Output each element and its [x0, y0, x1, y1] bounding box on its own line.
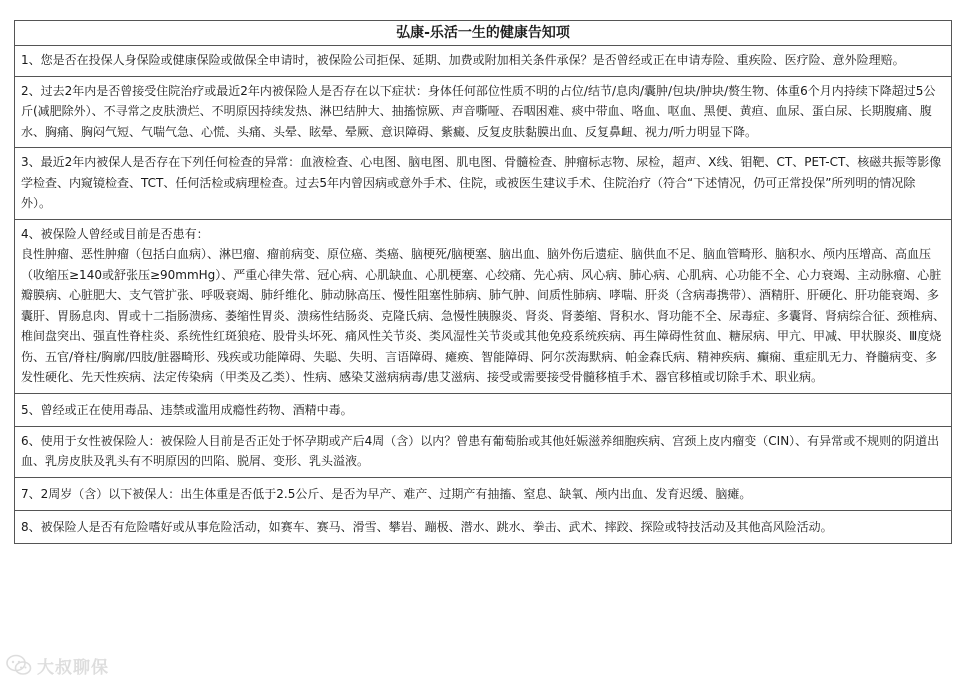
- title-row: [15, 21, 952, 46]
- health-notice-table: [14, 20, 952, 544]
- watermark: [6, 650, 109, 680]
- notice-item-1-text: 1、您是否在投保人身保险或健康保险或做保全申请时，被保险公司拒保、延期、加费或附加相关条件承保？是否曾经或正在申请寿险、重疾险、医疗险、意外险理赔。: [15, 46, 952, 77]
- document-title: 弘康-乐活一生的健康告知项: [15, 21, 952, 46]
- notice-item-2: [15, 76, 952, 148]
- notice-item-3: [15, 148, 952, 220]
- notice-item-1: [15, 46, 952, 77]
- notice-item-4-heading: 4、被保险人曾经或目前是否患有：: [21, 226, 209, 241]
- notice-item-4-cell: [15, 219, 952, 393]
- watermark-text: 大叔聊保: [37, 657, 109, 678]
- notice-item-7: [15, 477, 952, 510]
- notice-item-8-text: 8、被保险人是否有危险嗜好或从事危险活动，如赛车、赛马、滑雪、攀岩、蹦极、潜水、跳水、拳击、武术、摔跤、探险或特技活动及其他高风险活动。: [15, 510, 952, 543]
- wechat-bubble-icon: [6, 654, 32, 676]
- notice-item-6-text: 6、使用于女性被保险人：被保险人目前是否正处于怀孕期或产后4周（含）以内？曾患有葡萄胎或其他妊娠滋养细胞疾病、宫颈上皮内瘤变（CIN）、有异常或不规则的阴道出血、乳房皮肤及乳头有不明原因的凹陷、脱屑、变形、乳头溢液。: [15, 426, 952, 477]
- notice-item-5: [15, 393, 952, 426]
- notice-item-2-text: 2、过去2年内是否曾接受住院治疗或最近2年内被保险人是否存在以下症状：身体任何部位性质不明的占位/结节/息肉/囊肿/包块/肿块/赘生物、体重6个月内持续下降超过5公斤(减肥除外）、不寻常之皮肤溃烂、不明原因持续发热、淋巴结肿大、抽搐惊厥、声音嘶哑、吞咽困难、痰中带血、咯血、呕血、黑便、黄疸、血尿、蛋白尿、长期腹痛、腹水、胸痛、胸闷气短、气喘气急、心慌、头痛、头晕、眩晕、晕厥、意识障碍、紫癜、反复皮肤黏膜出血、反复鼻衄、视力/听力明显下降。: [15, 76, 952, 148]
- notice-item-6: [15, 426, 952, 477]
- notice-item-7-text: 7、2周岁（含）以下被保人：出生体重是否低于2.5公斤、是否为早产、难产、过期产有抽搐、窒息、缺氧、颅内出血、发育迟缓、脑瘫。: [15, 477, 952, 510]
- notice-item-8: [15, 510, 952, 543]
- notice-item-4-text: 良性肿瘤、恶性肿瘤（包括白血病）、淋巴瘤、瘤前病变、原位癌、类癌、脑梗死/脑梗塞、脑出血、脑外伤后遗症、脑供血不足、脑血管畸形、脑积水、颅内压增高、高血压（收缩压≥140或舒张压≥90mmHg）、严重心律失常、冠心病、心肌缺血、心肌梗塞、心绞痛、先心病、风心病、肺心病、心肌病、心功能不全、心力衰竭、主动脉瘤、心脏瓣膜病、心脏肥大、支气管扩张、呼吸衰竭、肺纤维化、肺动脉高压、慢性阻塞性肺病、肺气肿、间质性肺病、哮喘、肝炎（含病毒携带）、酒精肝、肝硬化、肝功能衰竭、多囊肝、胃肠息肉、胃或十二指肠溃疡、萎缩性胃炎、溃疡性结肠炎、克隆氏病、急慢性胰腺炎、肾炎、肾萎缩、肾积水、肾功能不全、尿毒症、多囊肾、肾病综合征、颈椎病、椎间盘突出、强直性脊柱炎、系统性红斑狼疮、股骨头坏死、痛风性关节炎、类风湿性关节炎或其他免疫系统疾病、再生障碍性贫血、糖尿病、甲亢、甲减、甲状腺炎、Ⅲ度烧伤、五官/脊柱/胸廓/四肢/脏器畸形、残疾或功能障碍、失聪、失明、言语障碍、瘫痪、智能障碍、阿尔茨海默病、帕金森氏病、精神疾病、癫痫、重症肌无力、脊髓病变、多发性硬化、先天性疾病、法定传染病（甲类及乙类）、性病、感染艾滋病病毒/患艾滋病、接受或需要接受骨髓移植手术、器官移植或切除手术、职业病。: [21, 247, 946, 384]
- notice-item-4: [15, 219, 952, 393]
- notice-item-5-text: 5、曾经或正在使用毒品、违禁或滥用成瘾性药物、酒精中毒。: [15, 393, 952, 426]
- notice-item-3-text: 3、最近2年内被保人是否存在下列任何检查的异常：血液检查、心电图、脑电图、肌电图、骨髓检查、肿瘤标志物、尿检，超声、X线、钼靶、CT、PET-CT、核磁共振等影像学检查、内窥镜检查、TCT、任何活检或病理检查。过去5年内曾因病或意外手术、住院，或被医生建议手术、住院治疗（符合“下述情况，仍可正常投保”所列明的情况除外）。: [15, 148, 952, 220]
